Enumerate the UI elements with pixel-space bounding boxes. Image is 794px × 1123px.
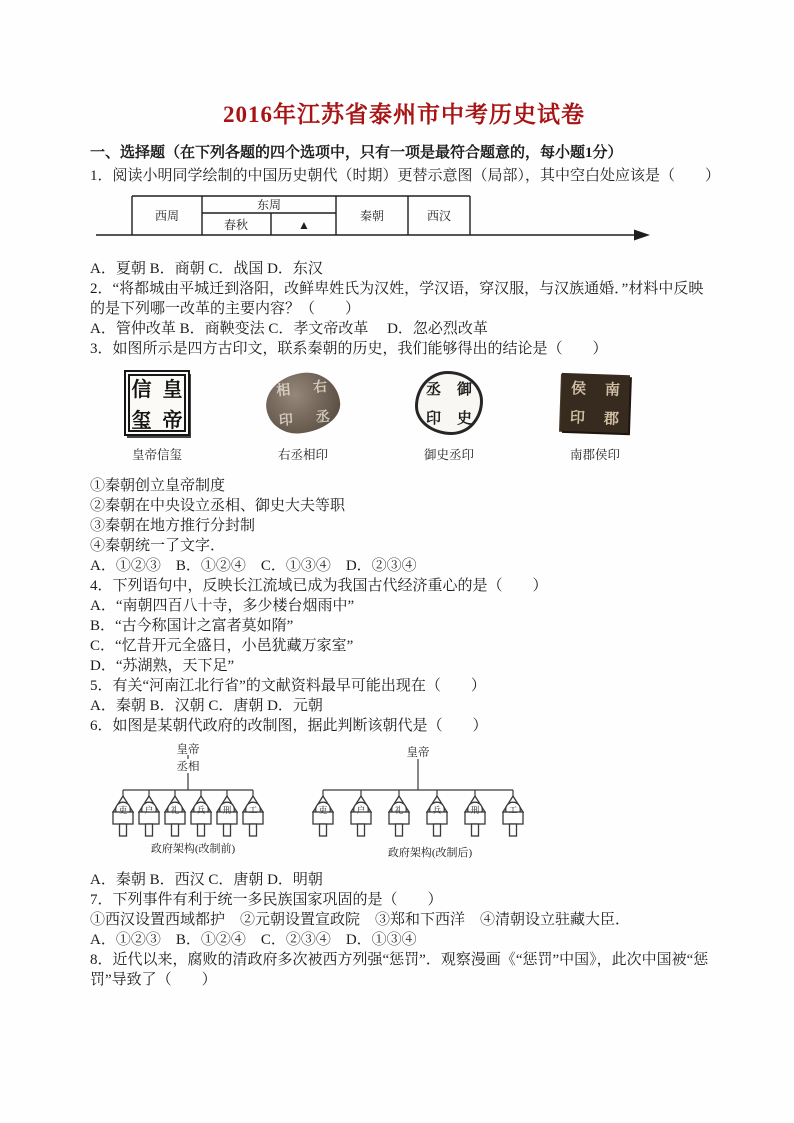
page-title: 2016年江苏省泰州市中考历史试卷	[223, 102, 585, 127]
ministry-char: 刑	[470, 805, 480, 815]
timeline-cell-blank: ▲	[298, 218, 310, 232]
ministry-stamp	[139, 796, 159, 836]
ministry-stamp	[389, 796, 409, 836]
q2-options: A．管仲改革 B．商鞅变法 C．孝文帝改革 D．忽必烈改革	[90, 321, 488, 337]
ministry-char: 吏	[318, 805, 328, 815]
government-structure-svg	[90, 740, 710, 864]
q8-text: 8．近代以来，腐败的清政府多次被西方列强“惩罚”．观察漫画《“惩罚”中国》，此次中国被“惩罚”导致了（ ）	[90, 952, 709, 988]
q3-item-4: ④秦朝统一了文字．	[90, 538, 226, 554]
seal-char: 侯	[570, 381, 587, 398]
timeline-cell-qinchao: 秦朝	[359, 209, 385, 223]
seal-char: 史	[456, 411, 472, 427]
q4-option-b: B．“古今称国计之富者莫如隋”	[90, 618, 294, 634]
q7-text: 7．下列事件有利于统一多民族国家巩固的是（ ）	[90, 892, 443, 908]
seal-caption: 南郡侯印	[569, 448, 620, 462]
q5-text: 5．有关“河南江北行省”的文献资料最早可能出现在（ ）	[90, 678, 486, 694]
q7-items: ①西汉设置西域都护 ②元朝设置宣政院 ③郑和下西洋 ④清朝设立驻藏大臣．	[90, 912, 631, 928]
imperial-seal-image	[102, 366, 212, 440]
imperial-seal-face	[124, 370, 190, 436]
ministry-stamp	[217, 796, 237, 836]
seal-char: 南	[604, 382, 621, 399]
seal-char: 丞	[315, 409, 331, 426]
chancellor-label: 丞相	[176, 761, 200, 773]
ministry-char: 户	[144, 805, 154, 815]
ministry-char: 工	[248, 805, 258, 815]
seal-char: 御	[456, 382, 472, 398]
seal-figure-imperial	[102, 366, 212, 463]
ministry-char: 礼	[394, 805, 404, 815]
ministry-stamp	[465, 796, 485, 836]
q1-text: 1．阅读小明同学绘制的中国历史朝代（时期）更替示意图（局部），其中空白处应该是（ ）	[90, 168, 721, 184]
caption-before: 政府架构(改制前)	[150, 843, 236, 855]
ministry-stamp	[503, 796, 523, 836]
emperor-label-right: 皇帝	[406, 747, 430, 759]
timeline-cell-dongzhou: 东周	[256, 198, 282, 212]
chart-after-reform	[313, 745, 523, 859]
seal-char: 信	[131, 379, 152, 401]
q6-government-diagram	[90, 740, 718, 869]
ministry-stamp	[191, 796, 211, 836]
seal-char: 相	[275, 383, 292, 400]
seal-caption: 皇帝信玺	[131, 448, 182, 462]
seal-char: 丞	[425, 382, 441, 398]
marquis-seal-face	[560, 373, 630, 433]
ministry-char: 吏	[118, 805, 128, 815]
chancellor-seal-image	[248, 366, 358, 440]
q2-text: 2．“将都城由平城迁到洛阳，改鲜卑姓氏为汉姓，学汉语，穿汉服，与汉族通婚．”材料中反映的是下列哪一改革的主要内容？（ ）	[90, 281, 704, 317]
chancellor-seal-face	[264, 370, 343, 436]
q1-options: A．夏朝 B．商朝 C．战国 D．东汉	[90, 261, 323, 277]
q7-options: A．①②③ B．①②④ C．②③④ D．①③④	[90, 932, 417, 948]
ministry-stamp	[113, 796, 133, 836]
ministry-char: 兵	[196, 805, 206, 815]
exam-content	[90, 96, 721, 990]
ministry-char: 礼	[170, 805, 180, 815]
seal-figure-marquis	[540, 366, 650, 463]
timeline-arrowhead	[634, 230, 650, 241]
ministry-char: 兵	[432, 805, 442, 815]
ministry-stamp	[313, 796, 333, 836]
timeline-cell-xizhou: 西周	[154, 209, 180, 223]
q6-options: A．秦朝 B．西汉 C．唐朝 D．明朝	[90, 872, 323, 888]
q3-item-1: ①秦朝创立皇帝制度	[90, 478, 226, 494]
ministry-char: 户	[356, 805, 366, 815]
q3-item-3: ③秦朝在地方推行分封制	[90, 518, 256, 534]
ministry-stamp	[351, 796, 371, 836]
ministry-stamp	[243, 796, 263, 836]
ministry-char: 刑	[222, 805, 232, 815]
seal-figure-chancellor	[248, 366, 358, 463]
dynasty-timeline-svg	[94, 193, 654, 245]
marquis-seal-image	[540, 366, 650, 440]
timeline-cell-xihan: 西汉	[426, 209, 452, 223]
seal-caption: 御史丞印	[423, 448, 474, 462]
censor-seal-face	[415, 371, 483, 435]
seal-char: 皇	[162, 379, 183, 401]
q4-option-d: D．“苏湖熟，天下足”	[90, 658, 235, 674]
seal-figure-censor	[394, 366, 504, 463]
q3-text: 3．如图所示是四方古印文，联系秦朝的历史，我们能够得出的结论是（ ）	[90, 341, 608, 357]
seal-char: 帝	[162, 410, 183, 432]
q5-options: A．秦朝 B．汉朝 C．唐朝 D．元朝	[90, 698, 323, 714]
seal-char: 印	[569, 410, 586, 427]
chart-before-reform	[113, 742, 263, 855]
section-heading: 一、选择题（在下列各题的四个选项中，只有一项是最符合题意的，每小题1分）	[90, 145, 623, 161]
q3-options: A．①②③ B．①②④ C．①③④ D．②③④	[90, 558, 417, 574]
seal-char: 郡	[603, 411, 620, 428]
censor-seal-image	[394, 366, 504, 440]
q1-timeline-diagram	[94, 193, 718, 250]
q4-text: 4．下列语句中，反映长江流域已成为我国古代经济重心的是（ ）	[90, 578, 548, 594]
q3-item-2: ②秦朝在中央设立丞相、御史大夫等职	[90, 498, 346, 514]
timeline-cell-chunqiu: 春秋	[223, 218, 249, 232]
seal-caption: 右丞相印	[277, 448, 328, 462]
emperor-label-left: 皇帝	[176, 744, 200, 756]
caption-after: 政府架构(改制后)	[387, 847, 473, 859]
seal-char: 印	[278, 412, 294, 430]
ministry-char: 工	[508, 805, 518, 815]
seal-char: 右	[312, 379, 328, 397]
seal-char: 玺	[131, 410, 152, 432]
ministry-stamp	[427, 796, 447, 836]
q4-option-c: C．“忆昔开元全盛日，小邑犹藏万家室”	[90, 638, 354, 654]
q4-option-a: A．“南朝四百八十寺，多少楼台烟雨中”	[90, 598, 355, 614]
seal-char: 印	[425, 411, 441, 427]
q6-text: 6．如图是某朝代政府的改制图，据此判断该朝代是（ ）	[90, 718, 488, 734]
ministry-stamp	[165, 796, 185, 836]
q3-seal-images	[102, 366, 718, 463]
